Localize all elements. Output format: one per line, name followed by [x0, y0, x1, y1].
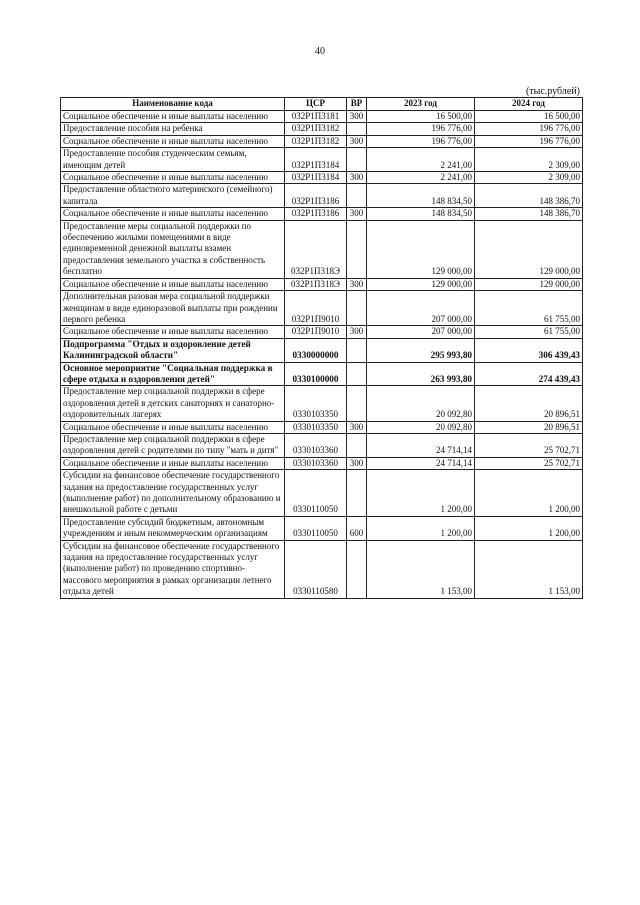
- row-2024-cell: 25 702,71: [475, 433, 583, 457]
- row-name-cell: Предоставление меры социальной поддержки по обеспечению жилыми помещениями в виде единовременной денежной выплаты взамен предоставления земельного участка в собственность бесплатно: [61, 220, 285, 278]
- table-row: [61, 326, 583, 338]
- row-vr-cell: 300: [347, 135, 367, 147]
- row-csr-cell: 0330110580: [285, 540, 347, 598]
- table-row: [61, 540, 583, 598]
- row-2023-cell: 1 153,00: [367, 540, 475, 598]
- row-2023-cell: 2 241,00: [367, 148, 475, 172]
- table-row: [61, 172, 583, 184]
- row-2024-cell: 2 309,00: [475, 172, 583, 184]
- row-vr-cell: [347, 338, 367, 362]
- table-row: [61, 111, 583, 123]
- row-2024-cell: 20 896,51: [475, 421, 583, 433]
- row-name-cell: Социальное обеспечение и иные выплаты населению: [61, 208, 285, 220]
- row-2024-cell: 196 776,00: [475, 135, 583, 147]
- row-2023-cell: 129 000,00: [367, 278, 475, 290]
- row-csr-cell: 0330103360: [285, 433, 347, 457]
- row-name-cell: Социальное обеспечение и иные выплаты населению: [61, 326, 285, 338]
- row-name-cell: Социальное обеспечение и иные выплаты населению: [61, 172, 285, 184]
- budget-table: [60, 97, 583, 599]
- table-row: [61, 148, 583, 172]
- table-row: [61, 220, 583, 278]
- row-vr-cell: 300: [347, 421, 367, 433]
- row-csr-cell: 032Р1П318Э: [285, 220, 347, 278]
- table-row: [61, 421, 583, 433]
- row-2024-cell: 196 776,00: [475, 123, 583, 135]
- table-row: [61, 433, 583, 457]
- row-csr-cell: 0330000000: [285, 338, 347, 362]
- row-2023-cell: 129 000,00: [367, 220, 475, 278]
- row-2023-cell: 295 993,80: [367, 338, 475, 362]
- row-2024-cell: 148 386,70: [475, 208, 583, 220]
- row-vr-cell: [347, 291, 367, 326]
- row-vr-cell: [347, 123, 367, 135]
- row-2024-cell: 20 896,51: [475, 386, 583, 421]
- row-2024-cell: 61 755,00: [475, 326, 583, 338]
- row-vr-cell: [347, 220, 367, 278]
- row-name-cell: Предоставление субсидий бюджетным, автономным учреждениям и иным некоммерческим организациям: [61, 516, 285, 540]
- row-csr-cell: 0330103350: [285, 421, 347, 433]
- row-2024-cell: 274 439,43: [475, 362, 583, 386]
- table-body: [61, 111, 583, 599]
- row-name-cell: Предоставление мер социальной поддержки в сфере оздоровления детей в детских санаториях и санаторно-оздоровительных лагерях: [61, 386, 285, 421]
- row-2024-cell: 306 439,43: [475, 338, 583, 362]
- row-csr-cell: 032Р1П3186: [285, 208, 347, 220]
- header-name: Наименование кода: [61, 98, 285, 111]
- row-csr-cell: 032Р1П9010: [285, 291, 347, 326]
- row-2023-cell: 207 000,00: [367, 326, 475, 338]
- row-vr-cell: [347, 148, 367, 172]
- row-2023-cell: 148 834,50: [367, 184, 475, 208]
- row-2023-cell: 196 776,00: [367, 123, 475, 135]
- table-row: [61, 135, 583, 147]
- table-row: [61, 123, 583, 135]
- row-2023-cell: 20 092,80: [367, 421, 475, 433]
- row-2024-cell: 1 200,00: [475, 470, 583, 517]
- row-csr-cell: 032Р1П9010: [285, 326, 347, 338]
- row-name-cell: Социальное обеспечение и иные выплаты населению: [61, 135, 285, 147]
- row-name-cell: Предоставление пособия студенческим семьям, имеющим детей: [61, 148, 285, 172]
- row-name-cell: Предоставление мер социальной поддержки в сфере оздоровления детей с родителями по типу "мать и дитя": [61, 433, 285, 457]
- row-name-cell: Социальное обеспечение и иные выплаты населению: [61, 421, 285, 433]
- row-name-cell: Социальное обеспечение и иные выплаты населению: [61, 278, 285, 290]
- row-vr-cell: [347, 470, 367, 517]
- table-row: [61, 516, 583, 540]
- row-vr-cell: 300: [347, 111, 367, 123]
- table-row: [61, 338, 583, 362]
- row-vr-cell: [347, 540, 367, 598]
- row-2023-cell: 2 241,00: [367, 172, 475, 184]
- row-csr-cell: 0330110050: [285, 470, 347, 517]
- row-csr-cell: 0330103360: [285, 457, 347, 469]
- row-2024-cell: 61 755,00: [475, 291, 583, 326]
- table-row: [61, 278, 583, 290]
- row-csr-cell: 032Р1П3181: [285, 111, 347, 123]
- row-name-cell: Субсидии на финансовое обеспечение государственного задания на предоставление государственных услуг (выполнение работ) по дополнительному образованию и внешкольной работе с детьми: [61, 470, 285, 517]
- row-vr-cell: 300: [347, 326, 367, 338]
- header-2023: 2023 год: [367, 98, 475, 111]
- table-row: [61, 362, 583, 386]
- row-2023-cell: 1 200,00: [367, 516, 475, 540]
- row-name-cell: Предоставление областного материнского (семейного) капитала: [61, 184, 285, 208]
- page-number: 40: [315, 46, 325, 57]
- row-vr-cell: [347, 386, 367, 421]
- row-csr-cell: 0330100000: [285, 362, 347, 386]
- row-2024-cell: 129 000,00: [475, 278, 583, 290]
- row-csr-cell: 032Р1П318Э: [285, 278, 347, 290]
- row-name-cell: Социальное обеспечение и иные выплаты населению: [61, 111, 285, 123]
- row-2023-cell: 207 000,00: [367, 291, 475, 326]
- row-vr-cell: [347, 362, 367, 386]
- row-vr-cell: [347, 433, 367, 457]
- row-csr-cell: 0330110050: [285, 516, 347, 540]
- row-name-cell: Предоставление пособия на ребенка: [61, 123, 285, 135]
- row-vr-cell: 600: [347, 516, 367, 540]
- row-2024-cell: 129 000,00: [475, 220, 583, 278]
- row-csr-cell: 032Р1П3182: [285, 135, 347, 147]
- table-row: [61, 457, 583, 469]
- row-vr-cell: 300: [347, 457, 367, 469]
- table-row: [61, 470, 583, 517]
- row-csr-cell: 0330103350: [285, 386, 347, 421]
- row-2023-cell: 20 092,80: [367, 386, 475, 421]
- row-2023-cell: 196 776,00: [367, 135, 475, 147]
- row-2023-cell: 16 500,00: [367, 111, 475, 123]
- row-vr-cell: 300: [347, 208, 367, 220]
- row-name-cell: Субсидии на финансовое обеспечение государственного задания на предоставление государственных услуг (выполнение работ) по проведению спортивно-массового мероприятия в рамках организации летнего отдыха детей: [61, 540, 285, 598]
- table-row: [61, 386, 583, 421]
- row-csr-cell: 032Р1П3182: [285, 123, 347, 135]
- row-2024-cell: 2 309,00: [475, 148, 583, 172]
- units-label: (тыс.рублей): [525, 86, 580, 97]
- table-header-row: [61, 98, 583, 111]
- table-row: [61, 184, 583, 208]
- row-name-cell: Основное мероприятие "Социальная поддержка в сфере отдыха и оздоровления детей": [61, 362, 285, 386]
- row-2024-cell: 1 153,00: [475, 540, 583, 598]
- row-2023-cell: 263 993,80: [367, 362, 475, 386]
- header-vr: ВР: [347, 98, 367, 111]
- row-name-cell: Подпрограмма "Отдых и оздоровление детей Калининградской области": [61, 338, 285, 362]
- row-2023-cell: 148 834,50: [367, 208, 475, 220]
- table-row: [61, 208, 583, 220]
- row-csr-cell: 032Р1П3186: [285, 184, 347, 208]
- row-2024-cell: 16 500,00: [475, 111, 583, 123]
- row-2024-cell: 1 200,00: [475, 516, 583, 540]
- row-csr-cell: 032Р1П3184: [285, 148, 347, 172]
- row-2024-cell: 148 386,70: [475, 184, 583, 208]
- row-2023-cell: 24 714,14: [367, 433, 475, 457]
- header-2024: 2024 год: [475, 98, 583, 111]
- row-name-cell: Дополнительная разовая мера социальной поддержки женщинам в виде единоразовой выплаты при рождении первого ребенка: [61, 291, 285, 326]
- table-row: [61, 291, 583, 326]
- row-vr-cell: 300: [347, 172, 367, 184]
- row-name-cell: Социальное обеспечение и иные выплаты населению: [61, 457, 285, 469]
- row-vr-cell: 300: [347, 278, 367, 290]
- row-2024-cell: 25 702,71: [475, 457, 583, 469]
- row-2023-cell: 1 200,00: [367, 470, 475, 517]
- row-vr-cell: [347, 184, 367, 208]
- row-2023-cell: 24 714,14: [367, 457, 475, 469]
- row-csr-cell: 032Р1П3184: [285, 172, 347, 184]
- header-csr: ЦСР: [285, 98, 347, 111]
